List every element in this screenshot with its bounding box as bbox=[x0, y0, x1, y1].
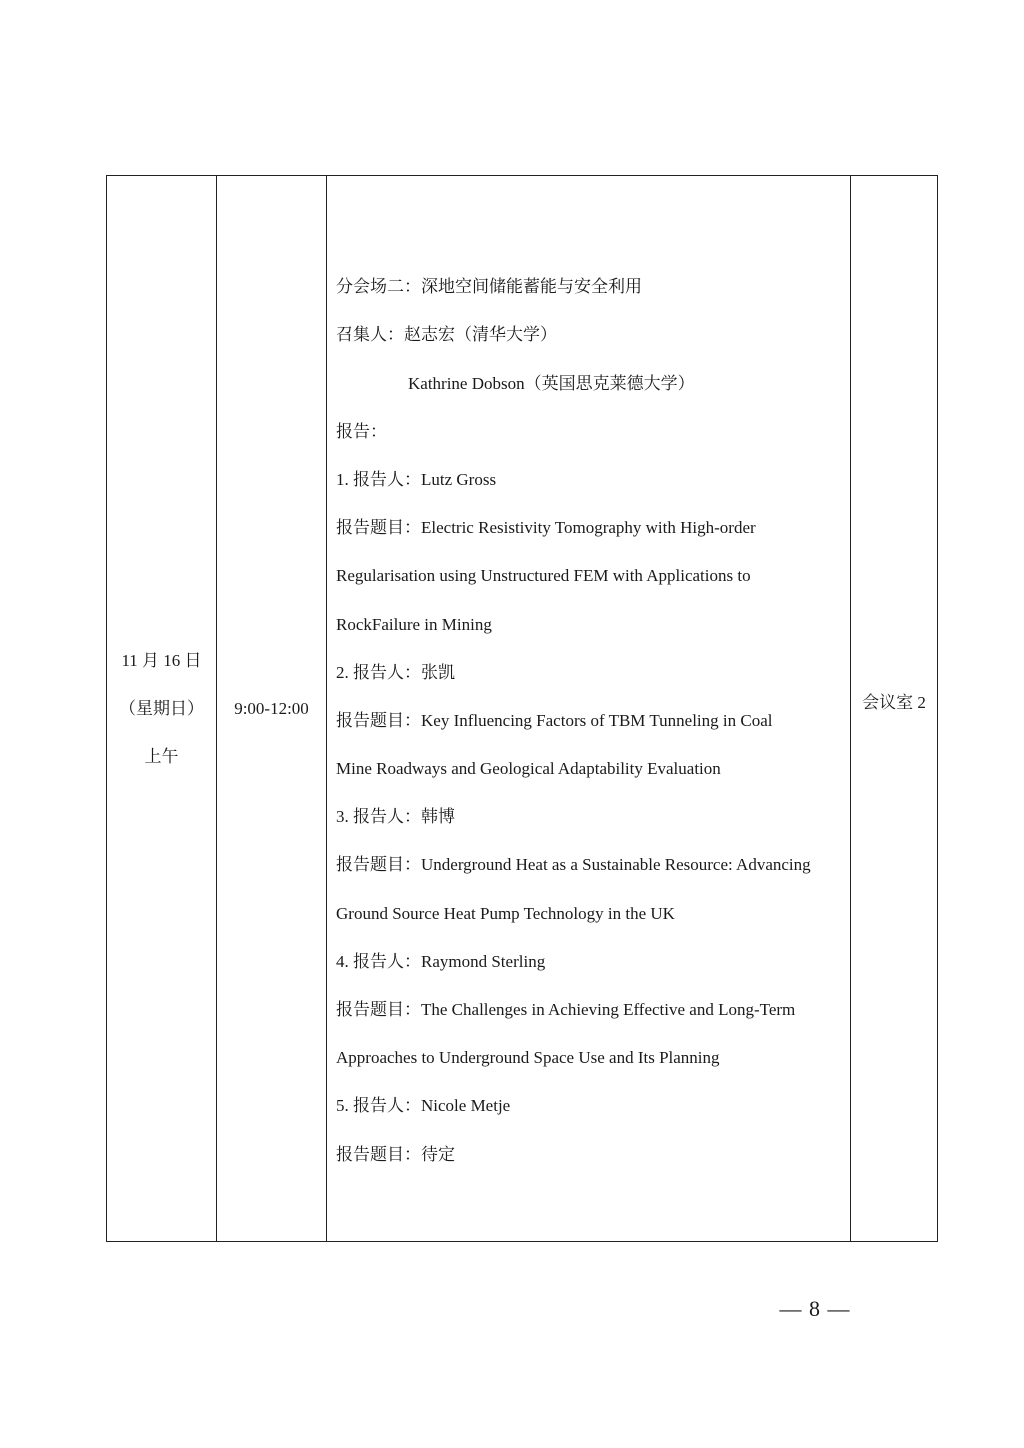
report-title-line: 报告题目：Key Influencing Factors of TBM Tunneling in Coal bbox=[336, 710, 773, 730]
table-row bbox=[107, 176, 938, 1242]
reports-heading: 报告： bbox=[336, 421, 387, 441]
report-title-line: Approaches to Underground Space Use and Its Planning bbox=[336, 1048, 720, 1068]
session-title: 分会场二：深地空间储能蓄能与安全利用 bbox=[336, 277, 642, 297]
date-day: 11 月 16 日 bbox=[121, 650, 202, 670]
convener-line: Kathrine Dobson（英国思克莱德大学） bbox=[408, 373, 695, 393]
report-title-line: Regularisation using Unstructured FEM with Applications to bbox=[336, 566, 751, 586]
report-title-line: Ground Source Heat Pump Technology in the UK bbox=[336, 903, 675, 923]
date-cell bbox=[107, 176, 217, 1242]
convener-line: 召集人：赵志宏（清华大学） bbox=[336, 325, 557, 345]
speaker-line: 3. 报告人：韩博 bbox=[336, 807, 455, 827]
report-title-line: 报告题目：待定 bbox=[336, 1144, 455, 1164]
schedule-table bbox=[106, 175, 938, 1242]
page-number: — 8 — bbox=[779, 1296, 851, 1321]
speaker-line: 2. 报告人：张凯 bbox=[336, 662, 455, 682]
room-cell: 会议室 2 bbox=[851, 176, 938, 1242]
speaker-line: 5. 报告人：Nicole Metje bbox=[336, 1096, 511, 1116]
session-details bbox=[336, 181, 850, 1236]
report-title-line: Mine Roadways and Geological Adaptability Evaluation bbox=[336, 759, 721, 779]
time-cell: 9:00-12:00 bbox=[217, 176, 327, 1242]
report-title-line: RockFailure in Mining bbox=[336, 614, 492, 634]
report-title-line: 报告题目：The Challenges in Achieving Effective and Long-Term bbox=[336, 1000, 796, 1020]
report-title-line: 报告题目：Underground Heat as a Sustainable Resource: Advancing bbox=[336, 855, 811, 875]
speaker-line: 4. 报告人：Raymond Sterling bbox=[336, 951, 546, 971]
date-period: 上午 bbox=[144, 746, 179, 766]
report-title-line: 报告题目：Electric Resistivity Tomography with High-order bbox=[336, 518, 756, 538]
content-cell bbox=[327, 176, 851, 1242]
speaker-line: 1. 报告人：Lutz Gross bbox=[336, 469, 497, 489]
date-weekday: （星期日） bbox=[119, 698, 204, 718]
